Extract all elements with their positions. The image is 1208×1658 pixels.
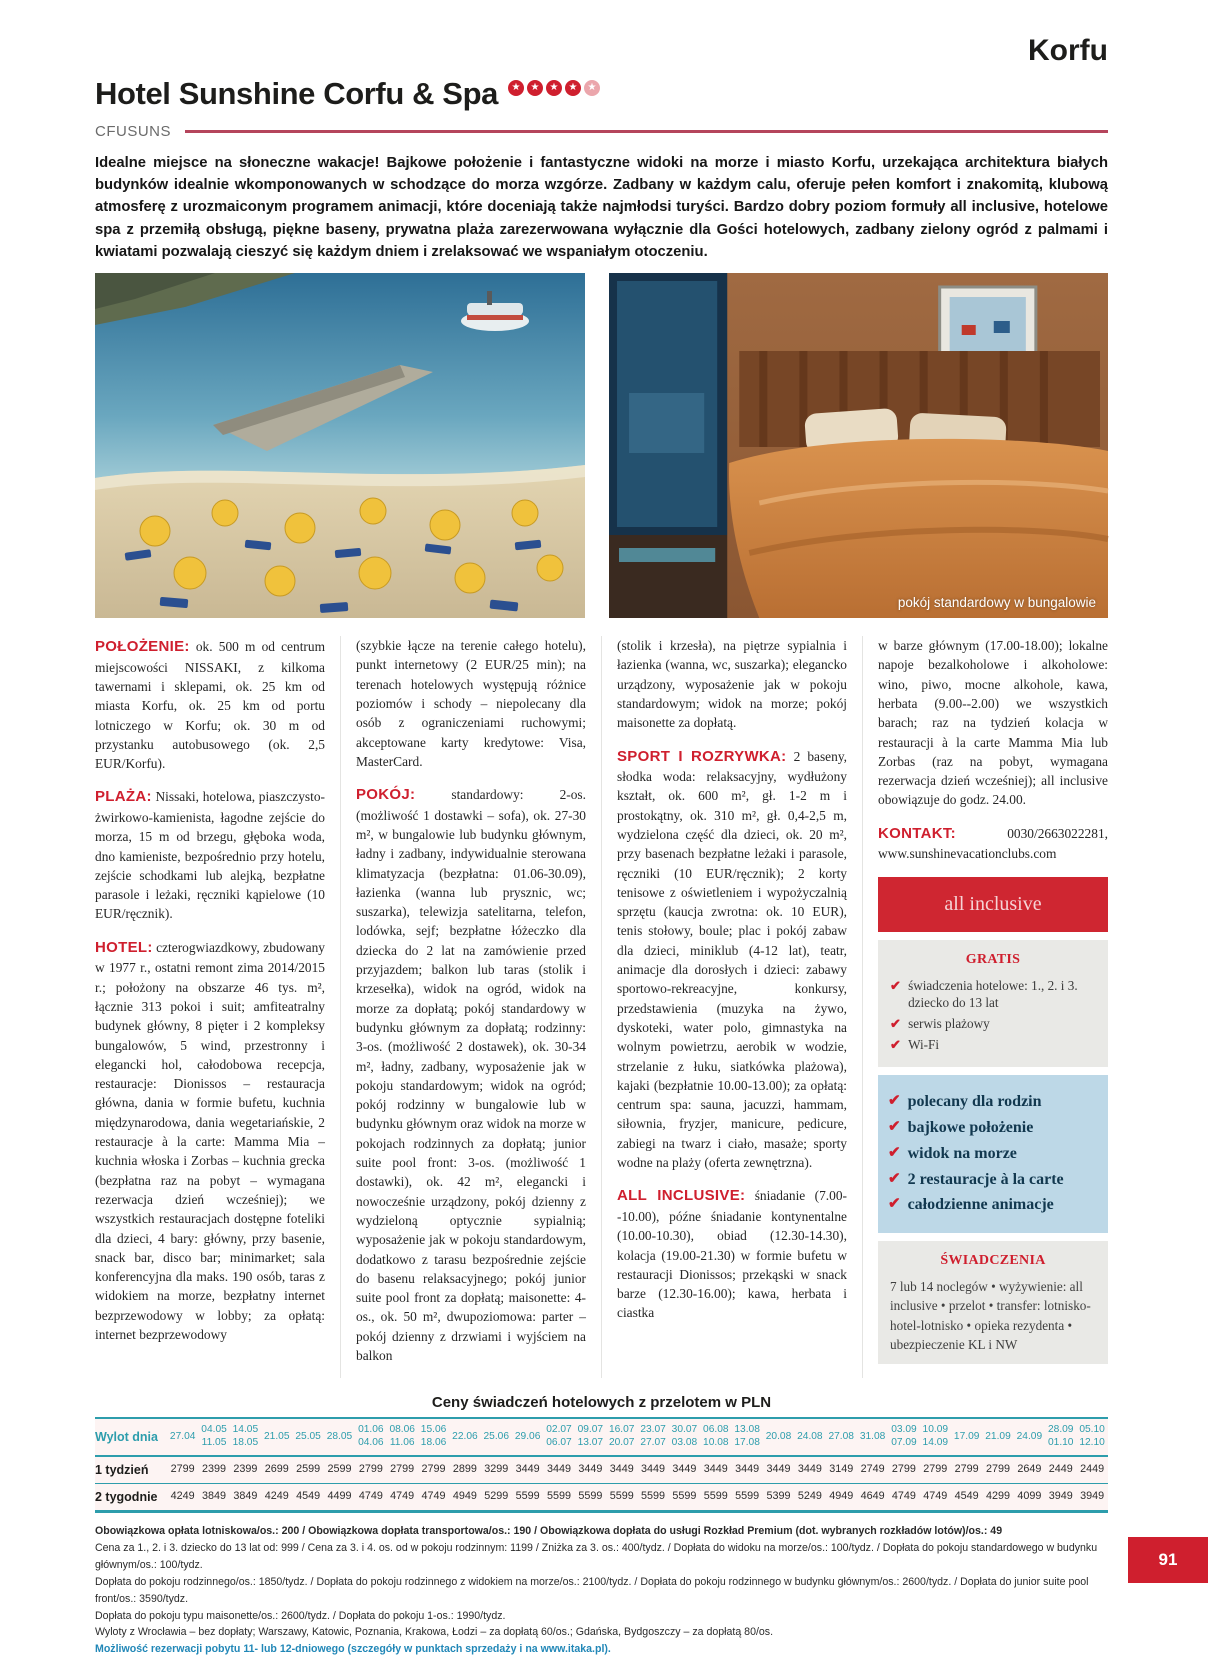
price-row-week2 [167,1490,1108,1504]
price-1-week: 3449 [609,1463,634,1476]
check-icon: ✔ [890,977,902,993]
price-2-weeks: 3949 [1048,1490,1073,1503]
price-2-weeks: 5299 [484,1490,509,1503]
section-hotel [95,937,325,1345]
services-box [878,1241,1108,1364]
price-1-week: 3449 [546,1463,571,1476]
check-icon: ✔ [888,1118,901,1135]
departure-date: 13.08 17.08 [734,1424,760,1449]
price-2-weeks: 4749 [390,1490,415,1503]
price-2-weeks: 3849 [202,1490,227,1503]
note-line: Cena za 1., 2. i 3. dziecko do 13 lat od: 999 / Cena za 3. i 4. os. od w pokoju rodzinnym: 1199 / Zniżka za 3. os.: 400/tydz. / Dopłata do widoku na morze/os.: 100/tydz. / Dopłata do pokoju standardowego w budynku głównym/os.: 100/tydz. [95,1541,1098,1571]
departure-date: 15.06 18.06 [420,1424,447,1449]
price-1-week: 3449 [672,1463,697,1476]
price-1-week: 2799 [170,1463,195,1476]
price-1-week: 3449 [515,1463,540,1476]
price-1-week: 2399 [202,1463,227,1476]
price-1-week: 3449 [641,1463,666,1476]
price-1-week: 2899 [452,1463,477,1476]
gratis-item-label: Wi-Fi [908,1037,940,1053]
price-1-week: 2649 [1017,1463,1042,1476]
departure-date: 17.09 [953,1430,980,1442]
price-1-week: 3149 [829,1463,854,1476]
departure-date: 14.05 18.05 [232,1424,259,1449]
highlight-item [888,1092,1098,1113]
highlight-item [888,1195,1098,1216]
departure-date: 21.05 [264,1430,290,1442]
section-hotel-cont [356,636,586,771]
price-2-weeks: 4949 [829,1490,854,1503]
check-icon: ✔ [888,1196,901,1213]
title-row [95,77,1108,111]
code-row [95,123,1108,140]
price-2-weeks: 4949 [452,1490,477,1503]
highlight-label: widok na morze [907,1144,1017,1162]
page-number-badge: 91 [1128,1537,1208,1583]
price-2-weeks: 4499 [327,1490,352,1503]
price-1-week: 2799 [358,1463,383,1476]
section-text: ok. 500 m od centrum miejscowości NISSAKI, z kilkoma tawernami i sklepami, ok. 25 km od miasta Korfu, ok. 25 km od portu lotniczego w Korfu; ok. 30 m od przystanku autobusowego (ok. 2,5 EUR/Korfu). [95,639,325,772]
section-text: 2 baseny, słodka woda: relaksacyjny, wydłużony kształt, ok. 600 m², gł. 1-2 m i prostokątny, ok. 310 m², gł. 0,4-2,5 m, wydzielona część dla dzieci, ok. 20 m², przy basenach bezpłatne leżaki i parasole, ręczniki (10 EUR/ręcznik); 2 korty tenisowe z oświetleniem i wypożyczalnią sprzętu (kaucja zwrotna: ok. 10 EUR), tenis stołowy, boule; plac i pokój zabaw dla dzieci, miniklub (4-12 lat), teatr, animacje dla dorosłych i dzieci: zabawy sportowo-rekreacyjne, konkursy, przedstawienia (muzyka na żywo, dyskoteki, water polo, gimnastyka na wolnym powietrzu, aerobik w wodzie, strzelanie z łuku, siatkówka plażowa), kajaki (bezpłatnie 10.00-13.00); za opłatą: centrum spa: sauna, jacuzzi, hammam, siłownia, fryzjer, manicure, pedicure, zabiegi na twarz i ciało, masaże; sporty wodne na plaży (oferta zewnętrzna). [617,748,847,1171]
week2-label: 2 tygodnie [95,1489,158,1504]
price-2-weeks: 5399 [766,1490,791,1503]
price-2-weeks: 4249 [170,1490,195,1503]
price-table-title: Ceny świadczeń hotelowych z przelotem w PLN [431,1394,772,1412]
section-heading: PLAŻA: [95,788,152,806]
gratis-title: GRATIS [965,952,1021,968]
departure-date: 03.09 07.09 [891,1424,917,1449]
gratis-box [878,940,1108,1067]
check-icon: ✔ [888,1093,901,1110]
departure-date: 27.08 [828,1430,854,1442]
price-2-weeks: 4749 [421,1490,446,1503]
section-text: (stolik i krzesła), na piętrze sypialnia i łazienka (wanna, wc, suszarka); elegancko urządzony, wyposażenie jak w pokoju standardowym; widok na morze; pokój maisonette za dopłatą. [617,638,847,731]
price-1-week: 2749 [860,1463,885,1476]
note-line: Obowiązkowa opłata lotniskowa/os.: 200 / Obowiązkowa dopłata transportowa/os.: 190 / Obowiązkowa dopłata do usługi Rozkład Premium (dot. wybranych rozkładów lotów)/os.: 49 [95,1524,1003,1537]
price-1-week: 2799 [986,1463,1011,1476]
section-text: (szybkie łącze na terenie całego hotelu), punkt internetowy (2 EUR/25 min); na terenach hotelowych występują różnice poziomów i schody – niepolecany dla osób z ograniczeniami ruchowymi; akceptowane karty kredytowe: Visa, MasterCard. [356,638,586,769]
price-1-week: 2799 [390,1463,415,1476]
departure-date: 16.07 20.07 [608,1424,635,1449]
section-text: standardowy: 2-os. (możliwość 1 dostawki – sofa), ok. 27-30 m², w bungalowie lub budynku głównym, ładny i zadbany, indywidualnie sterowana klimatyzacja (bezpłatna: 01.06-30.09), łazienka (wanna lub prysznic, wc; suszarka), telewizja satelitarna, telefon, lodówka, sejf; bezpłatne łóżeczko dla dziecka do 2 lat na zamówienie przed przyjazdem; balkon lub taras (stolik i krzesełka), widok na ogród, widok na morze za dopłatą; pokój standardowy w budynku głównym za dopłatą; rodzinny: 3-os. (możliwość 2 dostawek), ok. 30-34 m², ładny, zadbany, wyposażenie jak w pokoju standardowym; widok na ogród; pokój rodzinny w bungalowie lub w budynku głównym oraz widok na morze w pokojach rodzinnych za dopłatą; junior suite pool front: 3-os. (możliwość 1 dostawki), ok. 42 m², elegancki i nowocześnie urządzony, pokój dzienny z wydzieloną optycznie sypialnią; wyposażenie jak w pokoju standardowym, dodatkowo z tarasu bezpośrednie zejście do basenu relaksacyjnego; pokój junior suite pool front za dopłatą; maisonette: 4-os., ok. 50 m², dwupoziomowa: parter – pokój dzienny z drzwiami i wyjściem na balkon [356,787,586,1364]
price-2-weeks: 5599 [703,1490,728,1503]
section-plaza [95,786,325,923]
price-table-week1-row [95,1457,1108,1484]
departure-date: 22.06 [452,1430,478,1442]
price-row-header: Wylot dnia [95,1429,158,1444]
price-2-weeks: 4749 [923,1490,948,1503]
check-icon: ✔ [890,1037,902,1053]
text-column-4 [862,636,1108,1378]
highlight-item [888,1118,1098,1139]
departure-date: 28.09 01.10 [1047,1424,1074,1449]
section-all-inclusive [617,1185,847,1322]
star-icon: ★ [546,80,562,96]
price-2-weeks: 5599 [609,1490,634,1503]
room-photo [609,273,1108,618]
section-text: 0030/2663022281, www.sunshinevacationclubs.com [878,825,1108,862]
note-line-booking-info: Możliwość rezerwacji pobytu 11- lub 12-dniowego (szczegóły w punktach sprzedaży i na www.itaka.pl). [95,1643,611,1656]
star-icon: ★ [527,80,543,96]
price-row-week1 [167,1463,1108,1477]
price-2-weeks: 5599 [735,1490,760,1503]
highlights-box [878,1075,1108,1233]
departure-date: 29.06 [514,1430,541,1442]
section-heading: SPORT I ROZRYWKA: [617,747,787,765]
price-2-weeks: 5249 [797,1490,822,1503]
price-2-weeks: 5599 [672,1490,697,1503]
departure-date: 23.07 27.07 [640,1424,666,1449]
departure-date: 25.05 [295,1430,321,1442]
text-column-2 [340,636,601,1378]
price-1-week: 2399 [233,1463,258,1476]
price-1-week: 3449 [797,1463,822,1476]
departure-date: 28.05 [326,1430,353,1442]
section-text: śniadanie (7.00--10.00), późne śniadanie kontynentalne (10.00-10.30), obiad (12.30-14.30), kolacja (19.00-21.30) w formie bufetu w restauracji Dionissos; przekąski w snack barze (12.30-16.00); kawa, herbata i ciastka [617,1188,847,1321]
departure-date: 24.09 [1016,1430,1043,1442]
price-2-weeks: 5599 [515,1490,540,1503]
gratis-item [890,1015,1096,1032]
section-text: w barze głównym (17.00-18.00); lokalne napoje bezalkoholowe i alkoholowe: wino, piwo, mocne alkohole, kawa, herbata (9.00--2.00) we wszystkich barach; raz na tydzień kolacja w restauracji à la carte Mamma Mia lub Zorbas (raz na pobyt, wymagana rezerwacja dzień wcześniej); all inclusive obowiązuje do godz. 24.00. [878,638,1108,808]
highlight-item [888,1170,1098,1191]
departure-date: 05.10 12.10 [1079,1424,1105,1449]
price-1-week: 2799 [923,1463,948,1476]
price-2-weeks: 5599 [641,1490,666,1503]
price-1-week: 3299 [484,1463,509,1476]
divider-line [185,130,1108,133]
check-icon: ✔ [890,1015,902,1031]
section-heading: POKÓJ: [356,786,416,804]
section-heading: POŁOŻENIE: [95,638,190,656]
photo-caption: pokój standardowy w bungalowie [897,595,1096,611]
beach-photo [95,273,585,618]
departure-date: 02.07 06.07 [546,1424,572,1449]
room-illustration [609,273,1108,618]
price-1-week: 2799 [421,1463,446,1476]
hotel-title: Hotel Sunshine Corfu & Spa [95,76,498,111]
departure-date: 24.08 [797,1430,823,1442]
highlight-label: 2 restauracje à la carte [907,1170,1064,1188]
price-2-weeks: 5599 [578,1490,603,1503]
star-icon: ★ [565,80,581,96]
price-1-week: 2799 [954,1463,979,1476]
departure-date: 09.07 13.07 [577,1424,604,1449]
price-2-weeks: 4249 [264,1490,289,1503]
photo-strip [95,273,1108,618]
departure-date: 01.06 04.06 [358,1424,384,1449]
price-2-weeks: 5599 [546,1490,571,1503]
price-2-weeks: 4549 [954,1490,979,1503]
price-1-week: 3449 [703,1463,728,1476]
departure-date: 20.08 [765,1430,792,1442]
services-text: 7 lub 14 noclegów • wyżywienie: all inclusive • przelot • transfer: lotnisko-hotel-lotnisko • opieka rezydenta • ubezpieczenie KL i NW [890,1279,1091,1352]
check-icon: ✔ [888,1170,901,1187]
departure-date: 21.09 [985,1430,1011,1442]
price-2-weeks: 3849 [233,1490,258,1503]
gratis-item-label: serwis plażowy [908,1015,990,1031]
section-heading: HOTEL: [95,938,153,956]
section-text: czterogwiazdkowy, zbudowany w 1977 r., ostatni remont zima 2014/2015 r.; położony na obszarze 46 tys. m², łącznie 313 pokoi i suit; amfiteatralny budynek główny, 8 pięter i 2 kompleksy bungalowów, 5 wind, przestronny i elegancki hol, całodobowa recepcja, restauracje: Dionissos – restauracja główna, dania w formie bufetu, kuchnia międzynarodowa, dania wegetariańskie, 2 restauracje à la carte: Mamma Mia – kuchnia włoska i Zorbas – kuchnia grecka (bezpłatna raz na pobyt – wymagana rezerwacja dzień wcześniej); we wszystkich restauracjach dostępne foteliki dla dzieci, 4 bary: główny, przy basenie, snack bar, disco bar; minimarket; sala konferencyjna dla maks. 190 osób, taras z widokiem na morze, bezpłatny internet bezprzewodowy w lobby; za opłatą: internet bezprzewodowy [95,939,325,1343]
week1-label: 1 tydzień [95,1462,149,1477]
section-heading: KONTAKT: [878,824,956,842]
departure-date: 04.05 11.05 [201,1424,227,1449]
departure-date: 08.06 11.06 [389,1424,415,1449]
price-1-week: 2449 [1080,1463,1105,1476]
price-table [95,1417,1108,1513]
star-icon: ★ [508,80,524,96]
star-rating [508,80,600,96]
price-1-week: 2699 [264,1463,289,1476]
price-1-week: 3449 [578,1463,603,1476]
price-2-weeks: 4299 [986,1490,1011,1503]
price-1-week: 2599 [327,1463,352,1476]
section-pokoj-cont [617,636,847,732]
price-1-week: 2449 [1048,1463,1073,1476]
section-polozenie [95,636,325,773]
check-icon: ✔ [888,1144,901,1161]
intro-paragraph: Idealne miejsce na słoneczne wakacje! Bajkowe położenie i fantastyczne widoki na morze i miasto Korfu, urzekająca architektura białych budynków idealnie wkomponowanych w schodzące do morza wzgórze. Zadbany w każdym calu, oferuje pełen komfort i znakomitą, klubową atmosferę z urozmaiconym programem animacji, które doceniają także najmłodsi turyści. Bardzo dobry poziom formuły all inclusive, hotelowe spa z przemiłą obsługą, piękne baseny, prywatna plaża zarezerwowana wyłącznie dla Gości hotelowych, zadbany zielony ogród z palmami i kwiatami pozwalają cieszyć się każdym dniem i zrelaksować we wspaniałym otoczeniu. [95,155,1108,260]
price-1-week: 2599 [296,1463,321,1476]
region-title: Korfu [1028,34,1108,67]
departure-date: 06.08 10.08 [703,1424,729,1449]
beach-illustration [95,273,585,618]
price-2-weeks: 4749 [891,1490,916,1503]
all-inclusive-badge: all inclusive [878,877,1108,933]
price-2-weeks: 4749 [358,1490,383,1503]
note-line: Dopłata do pokoju typu maisonette/os.: 2600/tydz. / Dopłata do pokoju 1-os.: 1990/tydz. [95,1609,506,1622]
section-kontakt [878,823,1108,864]
text-column-1 [95,636,340,1378]
section-pokoj [356,784,586,1365]
price-1-week: 2799 [891,1463,916,1476]
highlight-item [888,1144,1098,1165]
departure-date: 30.07 03.08 [671,1424,698,1449]
price-table-date-row [95,1419,1108,1457]
gratis-item [890,977,1096,1011]
price-2-weeks: 4649 [860,1490,885,1503]
price-table-dates [167,1424,1108,1450]
section-ai-cont [878,636,1108,810]
price-2-weeks: 3949 [1080,1490,1105,1503]
section-text: Nissaki, hotelowa, piaszczysto-żwirkowo-kamienista, łagodne zejście do morza, 15 m od brzegu, głęboka woda, dno kamieniste, bezpośrednio przy hotelu, zejście schodkami lub alejką, bezpłatne parasole i leżaki, ręczniki kąpielowe (10 EUR/ręcznik). [95,789,325,922]
price-2-weeks: 4549 [296,1490,321,1503]
note-line: Dopłata do pokoju rodzinnego/os.: 1850/tydz. / Dopłata do pokoju rodzinnego z widokiem na morze/os.: 2100/tydz. / Dopłata do pokoju rodzinnego w budynku głównym/os.: 2600/tydz. / Dopłata do junior suite pool front/os.: 3590/tydz. [95,1575,1089,1605]
highlight-label: polecany dla rodzin [907,1093,1042,1111]
gratis-item [890,1036,1096,1053]
departure-date: 25.06 [483,1430,510,1442]
price-2-weeks: 4099 [1017,1490,1042,1503]
highlight-label: bajkowe położenie [907,1118,1034,1136]
footnotes [95,1523,1108,1658]
departure-date: 27.04 [169,1430,196,1442]
note-line: Wyloty z Wrocławia – bez dopłaty; Warszawy, Katowic, Poznania, Krakowa, Łodzi – za dopłatą 60/os.; Gdańska, Bydgoszczy – za dopłatą 80/os. [95,1626,774,1639]
star-outline-icon: ★ [584,80,600,96]
hotel-code: CFUSUNS [95,123,172,141]
gratis-item-label: świadczenia hotelowe: 1., 2. i 3. dziecko do 13 lat [908,977,1078,1010]
departure-date: 10.09 14.09 [922,1424,949,1449]
section-sport [617,746,847,1173]
section-heading: ALL INCLUSIVE: [617,1187,746,1205]
text-column-3 [601,636,862,1378]
price-table-week2-row [95,1484,1108,1510]
services-title: ŚWIADCZENIA [940,1253,1046,1269]
price-1-week: 3449 [766,1463,791,1476]
price-1-week: 3449 [735,1463,760,1476]
highlight-label: całodzienne animacje [907,1196,1054,1214]
departure-date: 31.08 [859,1430,886,1442]
description-columns [95,636,1108,1378]
